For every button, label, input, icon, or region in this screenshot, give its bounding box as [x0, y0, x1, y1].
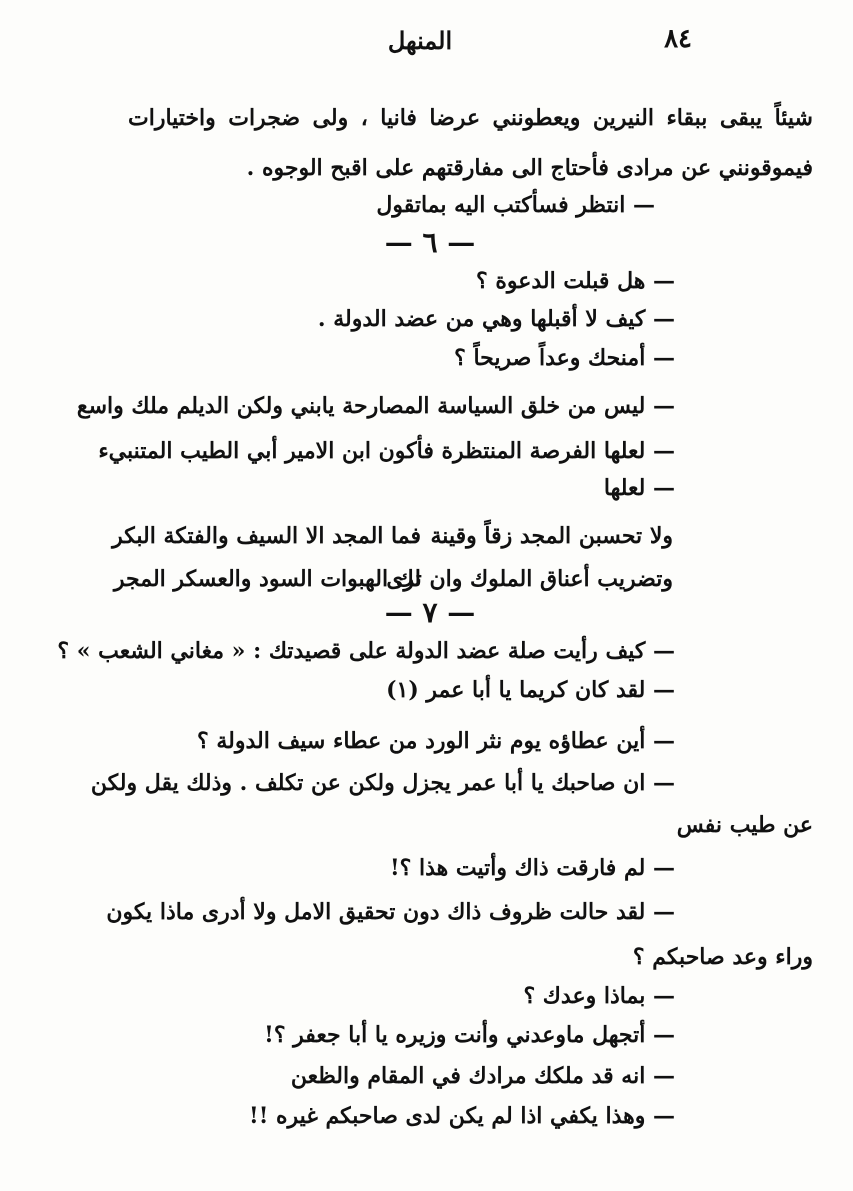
- text-line: وراء وعد صاحبكم ؟: [632, 944, 813, 970]
- dialogue-line: — انتظر فسأكتب اليه بماتقول: [376, 192, 655, 218]
- running-title: المنهل: [387, 26, 453, 55]
- dialogue-line: — أين عطاؤه يوم نثر الورد من عطاء سيف الدولة ؟: [197, 728, 675, 754]
- dialogue-line: — أتجهل ماوعدني وأنت وزيره يا أبا جعفر ؟!: [264, 1022, 675, 1048]
- dialogue-line: — كيف رأيت صلة عضد الدولة على قصيدتك : « مغاني الشعب » ؟: [57, 638, 675, 664]
- dialogue-line: — انه قد ملكك مرادك في المقام والظعن: [290, 1063, 675, 1089]
- text-line: عن طيب نفس: [676, 812, 813, 838]
- dialogue-line: — لعلها الفرصة المنتظرة فأكون ابن الامير أبي الطيب المتنبيء: [98, 438, 675, 464]
- dialogue-line: — ليس من خلق السياسة المصارحة يابني ولكن الديلم ملك واسع: [76, 393, 675, 419]
- text-line: شيئاً يبقى ببقاء النيرين ويعطونني عرضا فانيا ، ولى ضجرات واختيارات: [128, 105, 813, 131]
- verse-hemistich-second: فما المجد الا السيف والفتكة البكر: [112, 523, 421, 549]
- dialogue-line: — لقد كان كريما يا أبا عمر (١): [386, 677, 675, 703]
- verse-hemistich-second: لك الهبوات السود والعسكر المجر: [113, 566, 421, 592]
- dialogue-line: — كيف لا أقبلها وهي من عضد الدولة .: [317, 306, 675, 332]
- verse-hemistich-first: وتضريب أعناق الملوك وان ترى: [386, 566, 673, 592]
- verse-hemistich-first: ولا تحسبن المجد زقاً وقينة: [430, 523, 673, 549]
- section-number: — ٧ —: [384, 596, 476, 629]
- text-line: فيموقونني عن مرادى فأحتاج الى مفارقتهم على اقبح الوجوه .: [246, 155, 813, 181]
- dialogue-line: — ان صاحبك يا أبا عمر يجزل ولكن عن تكلف . وذلك يقل ولكن: [90, 770, 675, 796]
- section-number: — ٦ —: [384, 226, 476, 259]
- dialogue-line: — لقد حالت ظروف ذاك دون تحقيق الامل ولا أدرى ماذا يكون: [106, 899, 675, 925]
- dialogue-line: — أمنحك وعداً صريحاً ؟: [454, 345, 675, 371]
- dialogue-line: — لم فارقت ذاك وأتيت هذا ؟!: [389, 855, 675, 881]
- page-number: ٨٤: [664, 24, 692, 54]
- dialogue-line: — هل قبلت الدعوة ؟: [476, 268, 675, 294]
- dialogue-line: — لعلها: [603, 475, 675, 501]
- dialogue-line: — بماذا وعدك ؟: [523, 983, 675, 1009]
- dialogue-line: — وهذا يكفي اذا لم يكن لدى صاحبكم غيره !!: [249, 1103, 675, 1129]
